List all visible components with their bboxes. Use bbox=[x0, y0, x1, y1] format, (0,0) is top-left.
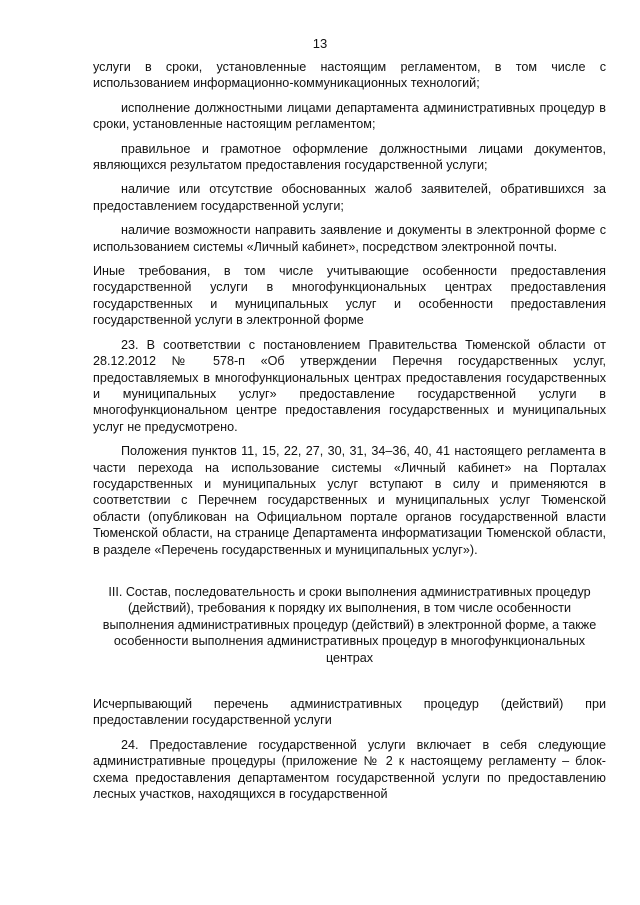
paragraph-electronic-submission: наличие возможности направить заявление и документы в электронной форме с использованием системы «Личный кабинет», посредством электронной почты. bbox=[93, 223, 606, 254]
paragraph-execution-by-officials: исполнение должностными лицами департамента административных процедур в сроки, установленные настоящим регламентом; bbox=[93, 100, 606, 132]
paragraph-document-preparation: правильное и грамотное оформление должностными лицами документов, являющихся результатом предоставления государственной услуги; bbox=[93, 141, 606, 173]
subheading-procedures-list: Исчерпывающий перечень административных процедур (действий) при предоставлении государственной услуги bbox=[93, 697, 606, 728]
document-body bbox=[93, 59, 606, 810]
paragraph-24: 24. Предоставление государственной услуги включает в себя следующие административные процедуры (приложение № 2 к настоящему регламенту – блок-схема предоставления департаментом государственной услуги по предоставлению лесных участков, находящихся в государственной bbox=[93, 737, 606, 802]
paragraph-complaints: наличие или отсутствие обоснованных жалоб заявителей, обратившихся за предоставлением государственной услуги; bbox=[93, 182, 606, 213]
page-number: 13 bbox=[312, 36, 328, 51]
paragraph-23: 23. В соответствии с постановлением Правительства Тюменской области от 28.12.2012 № 578-п «Об утверждении Перечня государственных услуг, предоставляемых в многофункциональных центрах предоставления государственных и муниципальных услуг» предоставление государственной услуги в многофункциональном центре предоставления государственных и муниципальных услуг не предусмотрено. bbox=[93, 337, 606, 434]
section-heading-iii: III. Состав, последовательность и сроки выполнения административных процедур (действий), требования к порядку их выполнения, в том числе особенности выполнения административных процедур (действий) в электронной форме, а также особенности выполнения административных процедур в многофункциональных центрах bbox=[102, 584, 597, 665]
paragraph-deadlines-it: услуги в сроки, установленные настоящим регламентом, в том числе с использованием информационно-коммуникационных технологий; bbox=[93, 60, 606, 91]
paragraph-provisions: Положения пунктов 11, 15, 22, 27, 30, 31, 34–36, 40, 41 настоящего регламента в части перехода на использование системы «Личный кабинет» на Порталах государственных и муниципальных услуг вступают в силу и применяются в соответствии с Перечнем государственных и муниципальных услуг Тюменской области (опубликован на Официальном портале органов государственной власти Тюменской области, на странице Департамента информатизации Тюменской области, в разделе «Перечень государственных и муниципальных услуг»). bbox=[93, 444, 606, 557]
paragraph-other-requirements-heading: Иные требования, в том числе учитывающие особенности предоставления государственной услуги в многофункциональных центрах предоставления государственных и муниципальных услуг и особенности предоставления государственной услуги в электронной форме bbox=[93, 264, 606, 328]
